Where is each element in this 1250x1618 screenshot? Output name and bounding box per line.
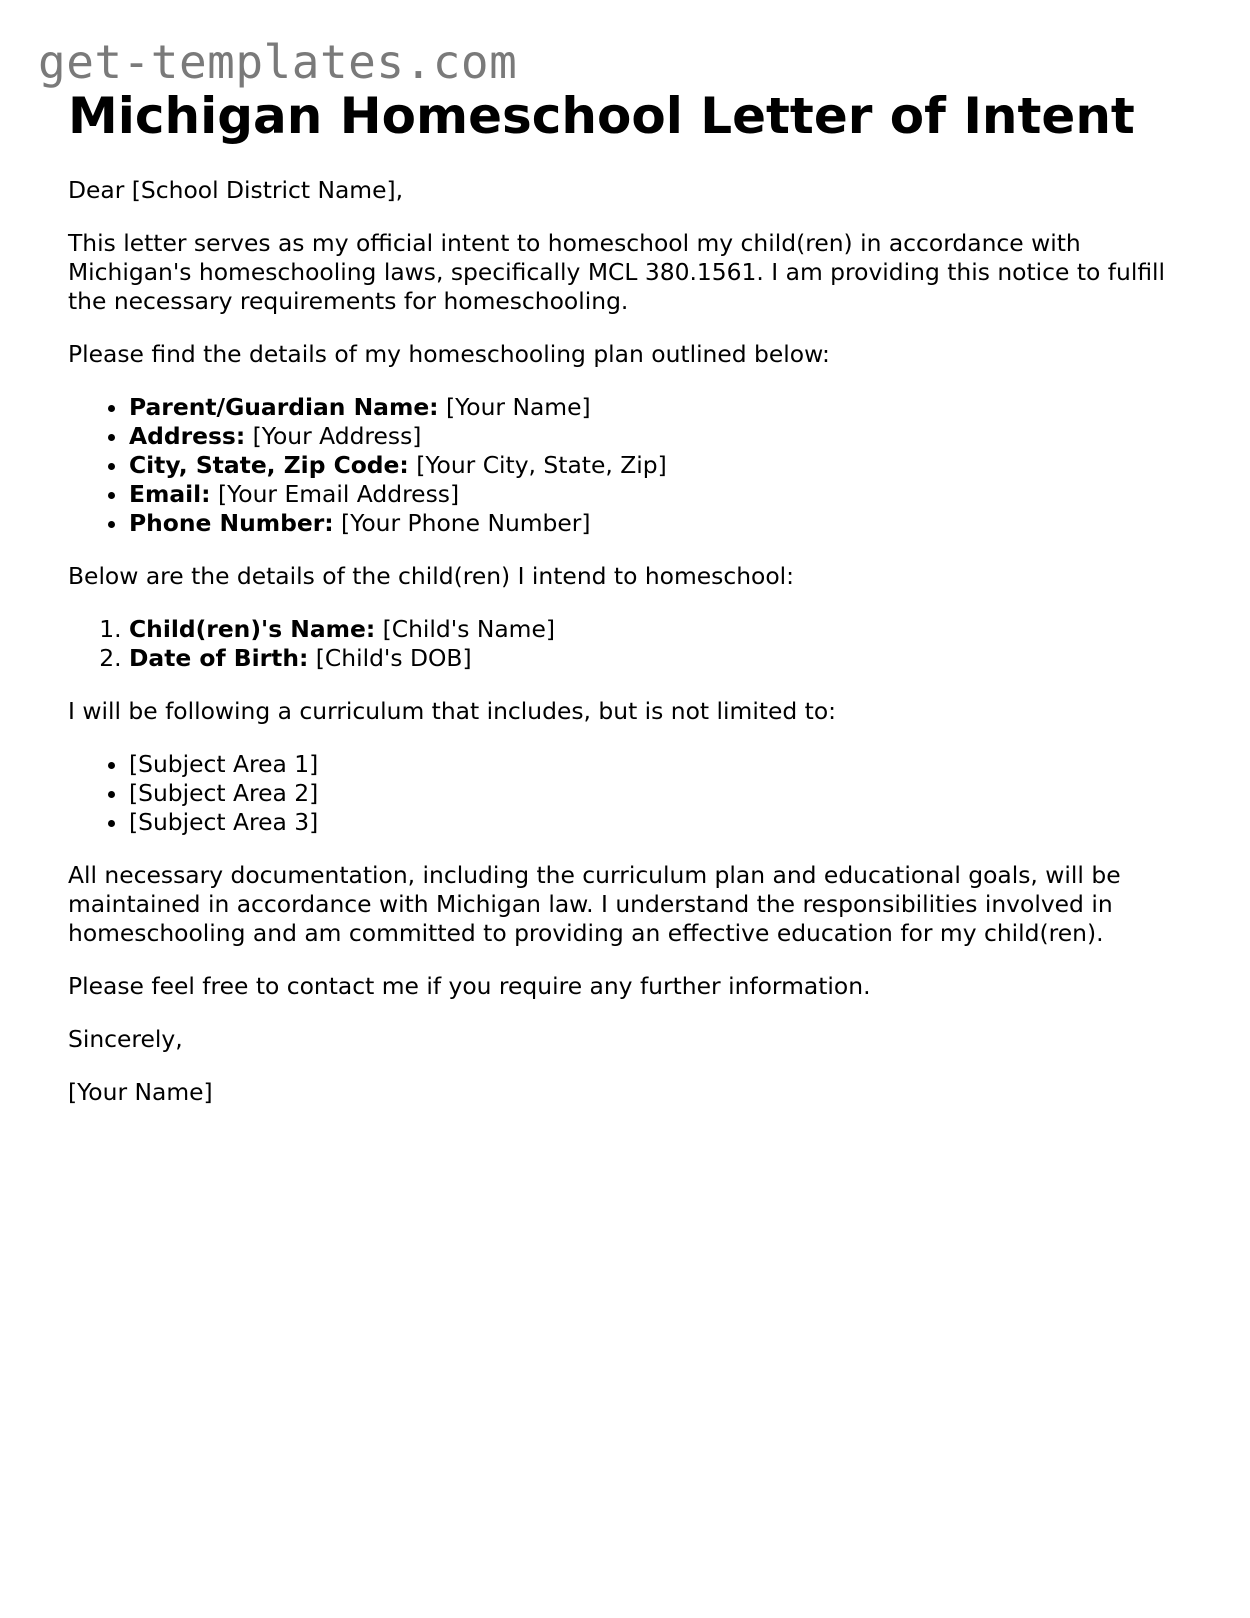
contact-paragraph: Please feel free to contact me if you require any further information. <box>68 972 871 1000</box>
plan-intro: Please find the details of my homeschooling plan outlined below: <box>68 340 830 368</box>
list-item <box>129 480 1198 509</box>
curriculum-intro: I will be following a curriculum that includes, but is not limited to: <box>68 697 837 725</box>
intro-paragraph: This letter serves as my official intent to homeschool my child(ren) in accordance with Michigan's homeschooling laws, specifically MCL 380.1561. I am providing this notice to fulfill the necessary requirements for homeschooling. <box>68 229 1166 315</box>
signature: [Your Name] <box>68 1078 213 1106</box>
documentation-paragraph: All necessary documentation, including the curriculum plan and educational goals, will be maintained in accordance with Michigan law. I understand the responsibilities involved in homeschooling and am committed to providing an effective education for my child(ren). <box>68 861 1121 947</box>
field-value: [Child's DOB] <box>308 644 472 672</box>
field-label: City, State, Zip Code: <box>129 451 409 479</box>
field-value: [Your Name] <box>438 393 591 421</box>
subjects-list <box>68 750 1198 837</box>
field-value: [Your Address] <box>245 422 422 450</box>
letter-body <box>68 84 1198 1107</box>
child-intro: Below are the details of the child(ren) I intend to homeschool: <box>68 562 795 590</box>
list-item: • [Subject Area 3] <box>129 808 1198 837</box>
field-label: Email: <box>129 480 211 508</box>
list-item <box>129 451 1198 480</box>
parent-details-list <box>68 393 1198 538</box>
field-label: Phone Number: <box>129 509 334 537</box>
field-value: [Your Email Address] <box>210 480 460 508</box>
page-title: Michigan Homeschool Letter of Intent <box>68 87 1135 145</box>
field-value: [Your Phone Number] <box>333 509 591 537</box>
list-item <box>129 615 1198 644</box>
greeting: Dear [School District Name], <box>68 176 404 204</box>
list-item: • [Subject Area 1] <box>129 750 1198 779</box>
watermark: get-templates.com <box>38 35 518 89</box>
child-details-list <box>68 615 1198 673</box>
list-item <box>129 509 1198 538</box>
field-label: Parent/Guardian Name: <box>129 393 439 421</box>
field-label: Date of Birth: <box>129 644 309 672</box>
field-value: [Child's Name] <box>375 615 555 643</box>
field-value: [Your City, State, Zip] <box>408 451 667 479</box>
field-label: Child(ren)'s Name: <box>129 615 376 643</box>
list-item <box>129 393 1198 422</box>
field-label: Address: <box>129 422 246 450</box>
list-item <box>129 422 1198 451</box>
list-item <box>129 644 1198 673</box>
list-item: • [Subject Area 2] <box>129 779 1198 808</box>
closing: Sincerely, <box>68 1025 183 1053</box>
